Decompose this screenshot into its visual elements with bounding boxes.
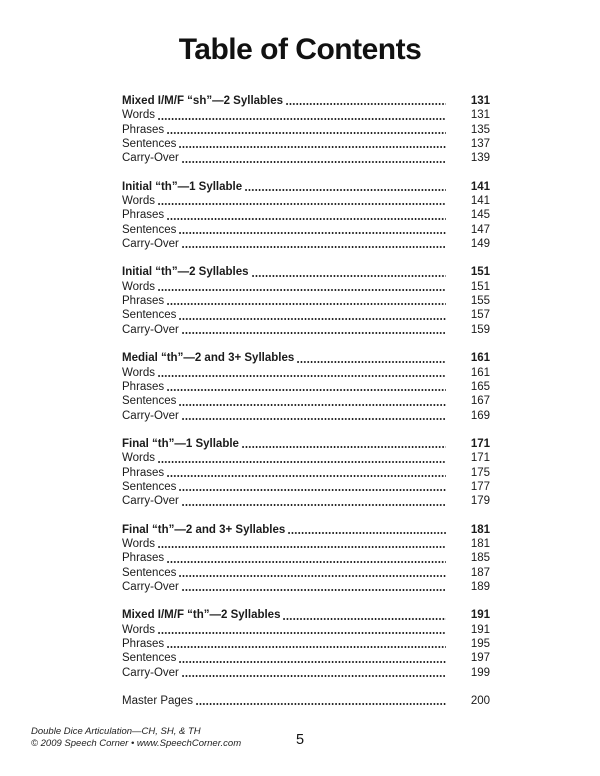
toc-entry-page: 171 bbox=[470, 437, 490, 450]
toc-standalone bbox=[122, 694, 490, 708]
toc-entry-label: Mixed I/M/F “sh”—2 Syllables bbox=[122, 95, 284, 107]
toc-section-heading-row bbox=[122, 437, 490, 451]
toc-item-row bbox=[122, 623, 490, 637]
dot-leader bbox=[167, 302, 446, 306]
toc-section-heading-row bbox=[122, 608, 490, 622]
toc-entry-page: 135 bbox=[470, 123, 490, 136]
toc-section bbox=[122, 608, 490, 680]
toc-entry-page: 171 bbox=[470, 452, 490, 465]
toc-item-row bbox=[122, 394, 490, 408]
toc-item-row bbox=[122, 237, 490, 251]
toc-entry-label: Carry-Over bbox=[122, 409, 179, 422]
toc-item-row bbox=[122, 108, 490, 122]
toc-item-row bbox=[122, 480, 490, 494]
toc-list bbox=[122, 94, 490, 680]
dot-leader bbox=[179, 145, 446, 149]
toc-entry-label: Initial “th”—1 Syllable bbox=[122, 180, 243, 193]
toc-item-row bbox=[122, 537, 490, 551]
toc-entry-label: Words bbox=[122, 109, 156, 122]
toc-entry-page: 139 bbox=[470, 152, 490, 165]
dot-leader bbox=[179, 403, 446, 407]
toc-entry-page: 200 bbox=[470, 695, 490, 708]
toc-entry-page: 141 bbox=[470, 180, 490, 193]
toc-entry-label: Carry-Over bbox=[122, 152, 179, 165]
toc-entry-page: 199 bbox=[470, 666, 490, 679]
toc-entry-label: Words bbox=[122, 452, 156, 465]
toc-item-row bbox=[122, 494, 490, 508]
toc-entry-label: Phrases bbox=[122, 123, 165, 136]
toc-entry-page: 151 bbox=[470, 280, 490, 293]
dot-leader bbox=[182, 245, 446, 249]
toc-entry-label: Phrases bbox=[122, 380, 165, 393]
dot-leader bbox=[158, 117, 446, 121]
toc-entry-label: Words bbox=[122, 537, 156, 550]
toc-entry-page: 155 bbox=[470, 295, 490, 308]
toc-item-row bbox=[122, 194, 490, 208]
dot-leader bbox=[179, 488, 446, 492]
toc-item-row bbox=[122, 123, 490, 137]
dot-leader bbox=[167, 217, 446, 221]
toc-entry-page: 157 bbox=[470, 309, 490, 322]
page-number: 5 bbox=[295, 732, 305, 748]
toc-entry-page: 159 bbox=[470, 323, 490, 336]
page-title: Table of Contents bbox=[178, 33, 422, 66]
dot-leader bbox=[167, 474, 446, 478]
toc-entry-page: 167 bbox=[470, 395, 490, 408]
toc-item-row bbox=[122, 137, 490, 151]
dot-leader bbox=[158, 631, 446, 635]
toc-entry-label: Carry-Over bbox=[122, 495, 179, 508]
toc-item-row bbox=[122, 551, 490, 565]
toc-entry-label: Carry-Over bbox=[122, 323, 179, 336]
dot-leader bbox=[158, 288, 446, 292]
toc-section-heading-row bbox=[122, 265, 490, 279]
dot-leader bbox=[182, 417, 446, 421]
toc-entry-page: 181 bbox=[470, 537, 490, 550]
toc-entry-page: 181 bbox=[470, 523, 490, 536]
toc-entry-label: Carry-Over bbox=[122, 666, 179, 679]
dot-leader bbox=[252, 274, 446, 278]
toc-entry-label: Phrases bbox=[122, 552, 165, 565]
toc-section-heading-row bbox=[122, 351, 490, 365]
dot-leader bbox=[158, 202, 446, 206]
toc-entry-page: 161 bbox=[470, 352, 490, 365]
toc-item-row bbox=[122, 208, 490, 222]
toc-entry-label: Words bbox=[122, 623, 156, 636]
toc-section bbox=[122, 94, 490, 166]
toc-entry-label: Carry-Over bbox=[122, 238, 179, 251]
toc-entry-label: Words bbox=[122, 195, 156, 208]
toc-entry-page: 169 bbox=[470, 409, 490, 422]
dot-leader bbox=[288, 531, 446, 535]
toc-entry-page: 195 bbox=[470, 638, 490, 650]
dot-leader bbox=[196, 702, 446, 706]
dot-leader bbox=[182, 503, 446, 507]
footer-copyright: © 2009 Speech Corner • www.SpeechCorner.com bbox=[31, 738, 242, 749]
toc-entry-page: 131 bbox=[470, 109, 490, 122]
toc-item-row bbox=[122, 151, 490, 165]
toc-entry-page: 189 bbox=[470, 580, 490, 593]
toc-entry-label: Sentences bbox=[122, 566, 177, 579]
dot-leader bbox=[179, 574, 446, 578]
dot-leader bbox=[167, 388, 446, 392]
toc-section-heading-row bbox=[122, 94, 490, 108]
dot-leader bbox=[182, 331, 446, 335]
toc-entry-label: Sentences bbox=[122, 480, 177, 493]
toc-item-row bbox=[122, 366, 490, 380]
toc-item-row bbox=[122, 566, 490, 580]
toc-entry-label: Medial “th”—2 and 3+ Syllables bbox=[122, 352, 295, 365]
toc-entry-page: 165 bbox=[470, 380, 490, 393]
toc-entry-label: Sentences bbox=[122, 395, 177, 408]
toc-item-row bbox=[122, 380, 490, 394]
toc-entry-label: Final “th”—1 Syllable bbox=[122, 437, 239, 450]
toc-entry-page: 141 bbox=[470, 195, 490, 208]
toc-item-row bbox=[122, 466, 490, 480]
toc-entry-page: 147 bbox=[470, 223, 490, 236]
toc-entry-page: 145 bbox=[470, 209, 490, 222]
toc-entry-page: 149 bbox=[470, 238, 490, 251]
dot-leader bbox=[242, 445, 446, 449]
toc-entry-label: Final “th”—2 and 3+ Syllables bbox=[122, 523, 286, 536]
toc-entry-label: Sentences bbox=[122, 138, 177, 151]
toc-entry-page: 151 bbox=[470, 266, 490, 279]
toc-entry-page: 197 bbox=[470, 652, 490, 665]
dot-leader bbox=[179, 231, 446, 235]
toc-item-row bbox=[122, 637, 490, 651]
toc-entry-page: 187 bbox=[470, 566, 490, 579]
dot-leader bbox=[286, 102, 446, 106]
toc-item-row bbox=[122, 223, 490, 237]
toc-section-heading-row bbox=[122, 180, 490, 194]
toc-item-row bbox=[122, 666, 490, 680]
toc-item-row bbox=[122, 308, 490, 322]
toc-item-row bbox=[122, 294, 490, 308]
toc-section bbox=[122, 180, 490, 252]
toc-entry-label: Carry-Over bbox=[122, 580, 179, 593]
dot-leader bbox=[158, 460, 446, 464]
toc-item-row bbox=[122, 323, 490, 337]
toc-item-row bbox=[122, 580, 490, 594]
toc-item-row bbox=[122, 280, 490, 294]
dot-leader bbox=[158, 374, 446, 378]
toc-entry-label: Words bbox=[122, 280, 156, 293]
toc-entry-page: 161 bbox=[470, 366, 490, 379]
dot-leader bbox=[158, 545, 446, 549]
toc-entry-label: Master Pages bbox=[122, 695, 193, 708]
toc-entry-label: Sentences bbox=[122, 309, 177, 322]
toc-item-row bbox=[122, 651, 490, 665]
toc-entry-page: 191 bbox=[470, 609, 490, 622]
toc-entry-page: 137 bbox=[470, 138, 490, 151]
toc-section bbox=[122, 523, 490, 595]
toc-entry-page: 177 bbox=[470, 480, 490, 493]
dot-leader bbox=[245, 188, 446, 192]
toc-entry-label: Initial “th”—2 Syllables bbox=[122, 266, 249, 279]
toc-entry-label: Phrases bbox=[122, 466, 165, 479]
toc-entry-label: Phrases bbox=[122, 209, 165, 222]
dot-leader bbox=[182, 588, 446, 592]
dot-leader bbox=[297, 360, 446, 364]
toc-item-row bbox=[122, 694, 490, 708]
dot-leader bbox=[283, 617, 446, 621]
toc-item-row bbox=[122, 409, 490, 423]
toc-section-heading-row bbox=[122, 523, 490, 537]
toc-item-row bbox=[122, 451, 490, 465]
toc-entry-label: Words bbox=[122, 366, 156, 379]
dot-leader bbox=[182, 160, 446, 164]
toc-entry-page: 175 bbox=[470, 466, 490, 479]
toc-entry-label: Sentences bbox=[122, 652, 177, 665]
dot-leader bbox=[167, 645, 446, 649]
toc-section bbox=[122, 265, 490, 337]
dot-leader bbox=[182, 674, 446, 678]
toc-entry-page: 179 bbox=[470, 495, 490, 508]
toc-section bbox=[122, 437, 490, 509]
dot-leader bbox=[167, 560, 446, 564]
toc-entry-label: Phrases bbox=[122, 295, 165, 308]
footer-book-title: Double Dice Articulation—CH, SH, & TH bbox=[31, 726, 201, 737]
toc-entry-label: Phrases bbox=[122, 638, 165, 650]
toc-entry-label: Sentences bbox=[122, 223, 177, 236]
toc-entry-page: 185 bbox=[470, 552, 490, 565]
toc-entry-page: 191 bbox=[470, 623, 490, 636]
dot-leader bbox=[179, 660, 446, 664]
toc-entry-label: Mixed I/M/F “th”—2 Syllables bbox=[122, 609, 281, 622]
toc-section bbox=[122, 351, 490, 423]
dot-leader bbox=[167, 131, 446, 135]
dot-leader bbox=[179, 317, 446, 321]
toc-entry-page: 131 bbox=[470, 95, 490, 107]
